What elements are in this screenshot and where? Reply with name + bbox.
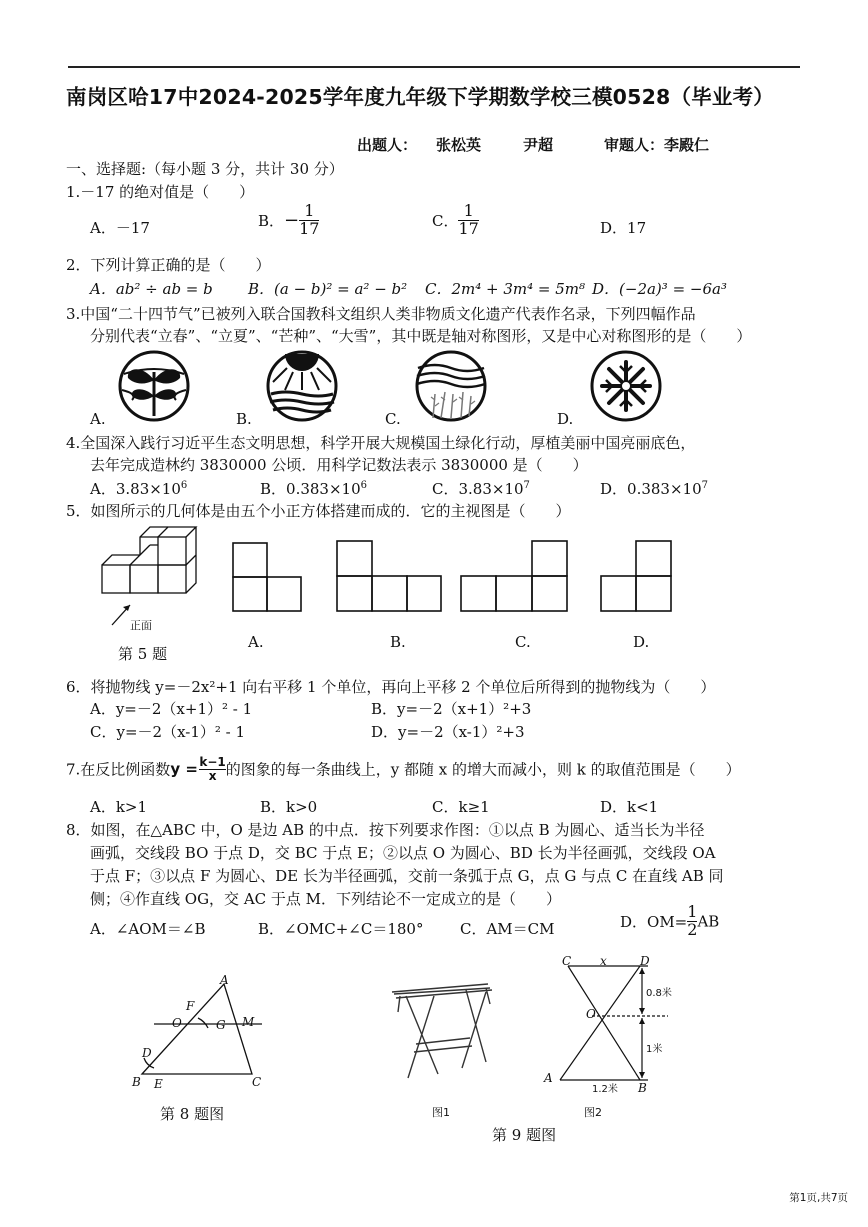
reviewer: 审题人：李殿仁 xyxy=(604,136,710,154)
q5-option-d: D. xyxy=(633,633,650,651)
q5-option-b: B. xyxy=(390,633,406,651)
fig8-label-g: G xyxy=(216,1018,226,1032)
q6-stem: 6．将抛物线 y=－2x²+1 向右平移 1 个单位，再向上平移 2 个单位后所得到的抛物线为（ ） xyxy=(66,678,716,696)
q1-option-a: A．－17 xyxy=(90,219,150,237)
q8-line2: 画弧，交线段 BO 于点 D，交 BC 于点 E；②以点 O 为圆心、BD 长为半径画弧，交线段 OA xyxy=(90,844,716,862)
fig9-label-x: x xyxy=(600,954,607,968)
mangzhong-figure xyxy=(413,350,489,422)
fig8-label-f: F xyxy=(186,999,195,1013)
fig9-label-a: A xyxy=(544,1071,553,1085)
q2-stem: 2．下列计算正确的是（ ） xyxy=(66,256,271,274)
q5-stem: 5．如图所示的几何体是由五个小正方体搭建而成的．它的主视图是（ ） xyxy=(66,502,571,520)
fig9-label-b: B xyxy=(638,1081,647,1095)
q3-line2: 分别代表“立春”、“立夏”、“芒种”、“大雪”，其中既是轴对称图形，又是中心对称图形的是（ ） xyxy=(90,327,752,345)
q2-option-a: A．ab² ÷ ab = b xyxy=(90,280,213,298)
q5-caption: 第 5 题 xyxy=(118,645,168,663)
q5-option-c: C. xyxy=(515,633,531,651)
fig9-label-o: O xyxy=(586,1007,596,1021)
q5-view-b xyxy=(336,540,442,612)
q8-line1: 8．如图，在△ABC 中，O 是边 AB 的中点．按下列要求作图：①以点 B 为圆心、适当长为半径 xyxy=(66,821,705,839)
fig8-caption: 第 8 题图 xyxy=(160,1105,225,1123)
q5-view-a xyxy=(232,542,302,612)
fig8-label-b: B xyxy=(132,1075,141,1089)
q3-option-c: C. xyxy=(385,410,401,428)
q4-option-d: D．$0.383\times 10^7$ xyxy=(600,480,708,498)
fig8-label-d: D xyxy=(142,1046,152,1060)
fig8-label-a: A xyxy=(220,973,229,987)
q2-option-c: C．2m⁴ + 3m⁴ = 5m⁸ xyxy=(425,280,586,298)
q3-option-a: A. xyxy=(90,410,106,428)
q4-option-c: C．$3.83\times 10^7$ xyxy=(432,480,530,498)
fig8-triangle xyxy=(130,972,270,1094)
setters-label: 出题人： xyxy=(357,136,418,154)
page-title: 南岗区哈17中2024-2025学年度九年级下学期数学校三模0528（毕业考） xyxy=(66,85,775,109)
q1-option-d: D．17 xyxy=(600,219,647,237)
fig9-label-12m: 1.2米 xyxy=(592,1084,618,1095)
fig9-label-08m: 0.8米 xyxy=(646,988,672,999)
fig9-1-caption: 图1 xyxy=(432,1106,450,1119)
fig9-drying-rack xyxy=(390,982,496,1080)
q6-option-c: C．y=－2（x-1）² - 1 xyxy=(90,723,246,741)
setter-1: 张松英 xyxy=(436,136,482,154)
fig8-label-m: M xyxy=(242,1015,255,1029)
fig9-label-1m: 1米 xyxy=(646,1044,663,1055)
fig8-label-c: C xyxy=(252,1075,262,1089)
fig9-label-c: C xyxy=(562,954,572,968)
q4-line1: 4.全国深入践行习近平生态文明思想，科学开展大规模国土绿化行动，厚植美丽中国亮丽底色， xyxy=(66,434,696,452)
q6-option-a: A．y=－2（x+1）² - 1 xyxy=(90,700,253,718)
q2-option-b: B．(a − b)² = a² − b² xyxy=(248,280,408,298)
q7-stem: 7.在反比例函数y = $\frac{k-1}{x}$ 的图象的每一条曲线上，y 都随 x 的增大而减小，则 k 的取值范围是（ ） xyxy=(66,755,741,783)
q1-stem: 1.－17 的绝对值是（ ） xyxy=(66,183,255,201)
fig9-label-d: D xyxy=(640,954,650,968)
q7-option-a: A．k>1 xyxy=(90,798,148,816)
q1-option-b: B．− $\frac{1}{17}$ xyxy=(258,201,320,238)
q3-option-b: B. xyxy=(236,410,252,428)
lixia-figure xyxy=(265,350,339,422)
q8-option-c: C．AM＝CM xyxy=(460,920,555,938)
fig8-label-o: O xyxy=(172,1016,182,1030)
header-rule xyxy=(68,66,800,68)
q3-option-d: D. xyxy=(557,410,574,428)
page-number: 第1页,共7页 xyxy=(789,1192,848,1204)
q6-option-d: D．y=－2（x-1）²+3 xyxy=(371,723,525,741)
q8-option-d: D．OM= $\frac{1}{2}$ AB xyxy=(620,902,720,939)
q2-option-d: D．(−2a)³ = −6a³ xyxy=(592,280,727,298)
q5-view-c xyxy=(460,540,568,612)
q4-option-b: B．$0.383\times 10^6$ xyxy=(260,480,367,498)
q5-view-d xyxy=(600,540,672,612)
q1-option-c: C． $\frac{1}{17}$ xyxy=(432,201,479,238)
q7-option-b: B．k>0 xyxy=(260,798,318,816)
fig9-diagram xyxy=(540,956,690,1096)
q8-line4: 侧；④作直线 OG，交 AC 于点 M．下列结论不一定成立的是（ ） xyxy=(90,890,562,908)
fig9-2-caption: 图2 xyxy=(584,1106,602,1119)
q4-line2: 去年完成造林约 3830000 公顷．用科学记数法表示 3830000 是（ ） xyxy=(90,456,588,474)
q7-option-d: D．k<1 xyxy=(600,798,659,816)
front-label: 正面 xyxy=(130,619,152,632)
q8-option-b: B．∠OMC+∠C＝180° xyxy=(258,920,424,938)
fig9-caption: 第 9 题图 xyxy=(492,1126,557,1144)
q4-option-a: A．$3.83\times 10^6$ xyxy=(90,480,188,498)
setter-2: 尹超 xyxy=(523,136,554,154)
fig8-label-e: E xyxy=(154,1077,163,1091)
q3-line1: 3.中国“二十四节气”已被列入联合国教科文组织人类非物质文化遗产代表作名录，下列四幅作品 xyxy=(66,305,696,323)
q8-line3: 于点 F；③以点 F 为圆心、DE 长为半径画弧，交前一条弧于点 G，点 G 与点 C 在直线 AB 同 xyxy=(90,867,724,885)
q7-option-c: C．k≥1 xyxy=(432,798,490,816)
q6-option-b: B．y=－2（x+1）²+3 xyxy=(371,700,532,718)
lichun-figure xyxy=(118,350,190,422)
q5-option-a: A. xyxy=(248,633,264,651)
section-heading: 一、选择题:（每小题 3 分，共计 30 分） xyxy=(66,160,344,178)
q8-option-a: A．∠AOM＝∠B xyxy=(90,920,206,938)
daxue-figure xyxy=(590,350,662,422)
